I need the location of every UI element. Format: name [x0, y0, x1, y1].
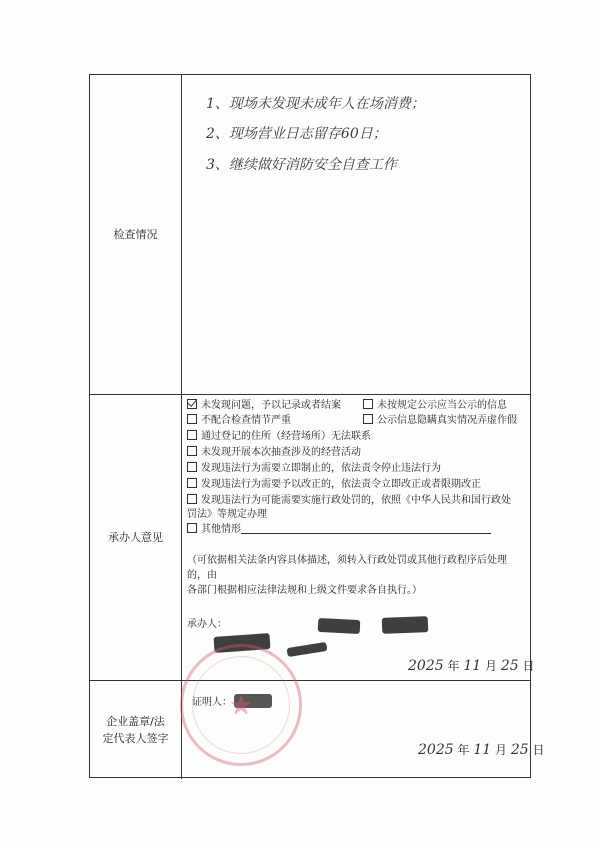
checkbox[interactable] — [187, 430, 197, 440]
stamp-star-icon: ★ — [228, 688, 254, 722]
checkbox[interactable] — [187, 446, 197, 456]
enterprise-label-line-2: 定代表人签字 — [102, 732, 169, 745]
inspection-item-3: 3、继续做好消防安全自查工作 — [206, 157, 397, 173]
opinion-content — [182, 395, 535, 680]
option-administrative-penalty-cont: 罚法》等规定办理 — [187, 509, 267, 520]
inspection-content — [182, 75, 530, 394]
checkbox[interactable] — [187, 478, 197, 488]
note-line-3: 各部门根据相应法律法规和上级文件要求各自执行。） — [187, 585, 422, 596]
checkbox[interactable] — [187, 523, 197, 533]
other-input-line[interactable] — [241, 523, 491, 534]
checkbox[interactable] — [363, 414, 373, 424]
handler-signature-3 — [318, 618, 361, 634]
red-seal-stamp — [180, 644, 302, 766]
checkbox[interactable] — [187, 414, 197, 424]
note-line-1: （可依据相关法条内容具体描述，须转入行政处罚或其他行政程序后处理 — [187, 555, 507, 566]
option-no-problem: 未发现问题，予以记录或者结案 — [187, 399, 341, 412]
handler-signature-4 — [382, 616, 429, 634]
checkbox[interactable] — [187, 462, 197, 472]
option-other: 其他情形 — [187, 523, 491, 536]
enterprise-date: 2025 年 11 月 25 日 — [418, 742, 545, 758]
option-stop-violation: 发现违法行为需要立即制止的，依法责令停止违法行为 — [187, 462, 441, 475]
option-not-cooperating: 不配合检查情节严重 — [187, 414, 291, 427]
option-administrative-penalty: 发现违法行为可能需要实施行政处罚的，依照《中华人民共和国行政处 — [187, 494, 511, 507]
option-correct-violation: 发现违法行为需要予以改正的，依法责令立即改正或者限期改正 — [187, 478, 481, 491]
opinion-label: 承办人意见 — [90, 395, 182, 680]
enterprise-row — [90, 681, 545, 779]
enterprise-date-month: 11 — [473, 742, 492, 758]
handler-date-day: 25 — [500, 658, 519, 674]
checkbox-checked[interactable] — [187, 399, 197, 409]
witness-label: 证明人： — [192, 697, 232, 708]
inspection-record-form — [89, 74, 545, 778]
enterprise-label-line-1: 企业盖章/法 — [106, 715, 165, 728]
handler-date-year: 2025 — [408, 658, 444, 674]
inspection-label: 检查情况 — [90, 75, 182, 394]
checkbox[interactable] — [187, 494, 197, 504]
option-unreachable: 通过登记的住所（经营场所）无法联系 — [187, 430, 371, 443]
inspection-item-2: 2、现场营业日志留存60日； — [206, 126, 387, 142]
enterprise-date-year: 2025 — [418, 742, 454, 758]
inspection-row — [90, 75, 530, 395]
handler-signature-2 — [287, 642, 328, 657]
enterprise-date-day: 25 — [510, 742, 529, 758]
handler-date: 2025 年 11 月 25 日 — [408, 658, 535, 674]
option-not-publicized: 未按规定公示应当公示的信息 — [363, 399, 507, 412]
note-line-2: 的，由 — [187, 570, 217, 581]
checkbox[interactable] — [363, 399, 373, 409]
option-no-activity: 未发现开展本次抽查涉及的经营活动 — [187, 446, 361, 459]
handler-label: 承办人： — [187, 619, 227, 630]
handler-date-month: 11 — [463, 658, 482, 674]
opinion-row — [90, 395, 535, 681]
enterprise-label — [90, 681, 182, 779]
option-false-info: 公示信息隐瞒真实情况弄虚作假 — [363, 414, 517, 427]
inspection-item-1: 1、现场未发现未成年人在场消费； — [206, 96, 425, 112]
